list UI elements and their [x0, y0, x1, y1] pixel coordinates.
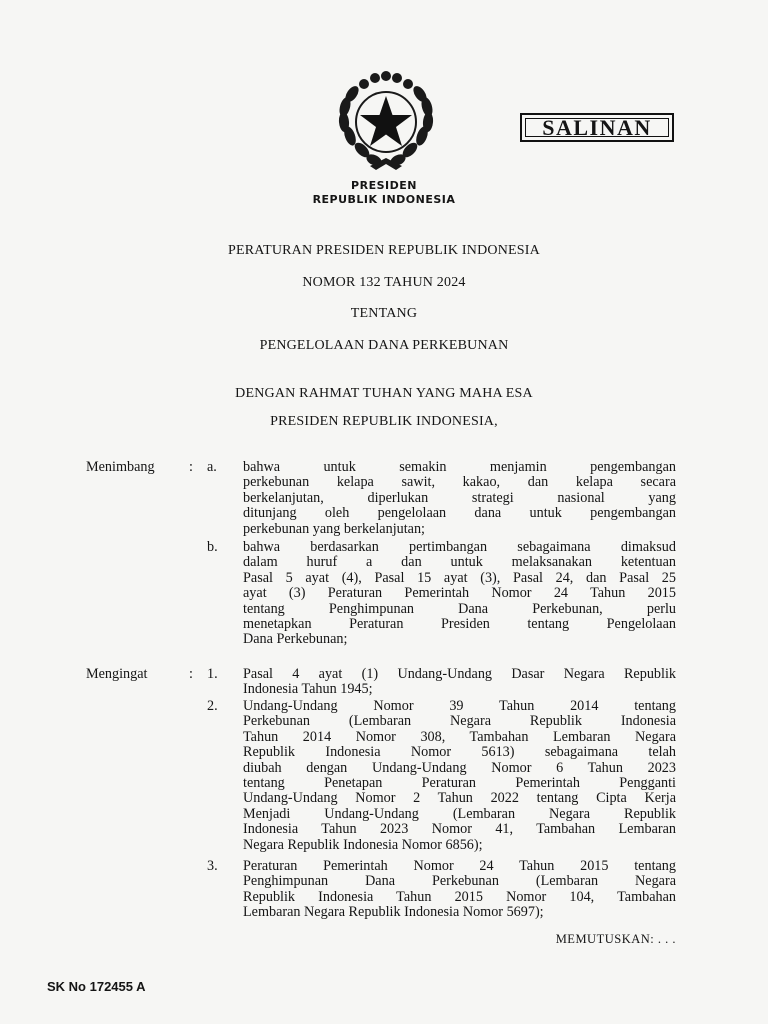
item-text: [243, 859, 676, 921]
text-line: Republik Indonesia Tahun 2015 Nomor 104, Tambahan: [243, 888, 676, 905]
text-line: perkebunan yang berkelanjutan;: [243, 520, 425, 537]
text-line: Undang-Undang Nomor 39 Tahun 2014 tentang: [243, 698, 676, 714]
continuation-marker: MEMUTUSKAN: . . .: [555, 932, 676, 946]
text-line: diubah dengan Undang-Undang Nomor 6 Tahun 2023: [243, 759, 676, 776]
text-line: Tahun 2014 Nomor 308, Tambahan Lembaran Negara: [243, 728, 676, 745]
text-line: ayat (3) Peraturan Pemerintah Nomor 24 Tahun 2015: [243, 585, 676, 602]
text-line: Pasal 5 ayat (4), Pasal 15 ayat (3), Pasal 24, dan Pasal 25: [243, 569, 676, 586]
item-text: [243, 667, 676, 698]
text-line: Perkebunan (Lembaran Negara Republik Indonesia: [243, 713, 676, 730]
preamble-invocation: DENGAN RAHMAT TUHAN YANG MAHA ESA: [235, 386, 533, 401]
item-number: 2.: [207, 698, 218, 714]
text-line: Indonesia Tahun 2023 Nomor 41, Tambahan Lembaran: [243, 821, 676, 838]
text-line: Dana Perkebunan;: [243, 631, 348, 648]
section-colon: :: [189, 459, 193, 475]
section-colon: :: [189, 666, 193, 682]
garuda-star-wreath-emblem-icon: [330, 66, 442, 178]
section-label: Mengingat: [86, 666, 148, 682]
text-line: bahwa berdasarkan pertimbangan sebagaimana dimaksud: [243, 539, 676, 555]
text-line: dalam huruf a dan untuk melaksanakan ketentuan: [243, 554, 676, 571]
text-line: Penghimpunan Dana Perkebunan (Lembaran Negara: [243, 873, 676, 890]
text-line: Menjadi Undang-Undang (Lembaran Negara Republik: [243, 805, 676, 822]
item-text: [243, 540, 676, 648]
text-line: Pasal 4 ayat (1) Undang-Undang Dasar Negara Republik: [243, 666, 676, 682]
text-line: perkebunan kelapa sawit, kakao, dan kelapa secara: [243, 474, 676, 491]
item-text: [243, 699, 676, 853]
item-number: 1.: [207, 666, 218, 682]
text-line: tentang Penetapan Peraturan Pemerintah Pengganti: [243, 775, 676, 792]
text-line: Lembaran Negara Republik Indonesia Nomor 5697);: [243, 904, 544, 921]
preamble-president: PRESIDEN REPUBLIK INDONESIA,: [270, 414, 498, 429]
salinan-stamp: SALINAN: [520, 113, 674, 142]
text-line: Peraturan Pemerintah Nomor 24 Tahun 2015 tentang: [243, 858, 676, 874]
item-number: b.: [207, 539, 218, 555]
sk-number: SK No 172455 A: [47, 979, 146, 994]
regulation-subject: PENGELOLAAN DANA PERKEBUNAN: [259, 338, 509, 353]
text-line: tentang Penghimpunan Dana Perkebunan, perlu: [243, 600, 676, 617]
item-number: a.: [207, 459, 217, 475]
text-line: Undang-Undang Nomor 2 Tahun 2022 tentang Cipta Kerja: [243, 790, 676, 807]
text-line: Indonesia Tahun 1945;: [243, 681, 373, 698]
regulation-title: PERATURAN PRESIDEN REPUBLIK INDONESIA: [228, 243, 540, 258]
office-line-republic: REPUBLIK INDONESIA: [312, 193, 456, 206]
office-line-president: PRESIDEN: [351, 179, 417, 192]
regulation-about: TENTANG: [350, 306, 418, 321]
text-line: ditunjang oleh pengelolaan dana untuk pengembangan: [243, 505, 676, 522]
text-line: berkelanjutan, diperlukan strategi nasional yang: [243, 489, 676, 506]
item-text: [243, 460, 676, 537]
section-label: Menimbang: [86, 459, 155, 475]
text-line: bahwa untuk semakin menjamin pengembangan: [243, 459, 676, 475]
text-line: Republik Indonesia Nomor 5613) sebagaimana telah: [243, 744, 676, 761]
text-line: Negara Republik Indonesia Nomor 6856);: [243, 836, 483, 853]
item-number: 3.: [207, 858, 218, 874]
regulation-number: NOMOR 132 TAHUN 2024: [302, 275, 466, 290]
text-line: menetapkan Peraturan Presiden tentang Pengelolaan: [243, 616, 676, 633]
